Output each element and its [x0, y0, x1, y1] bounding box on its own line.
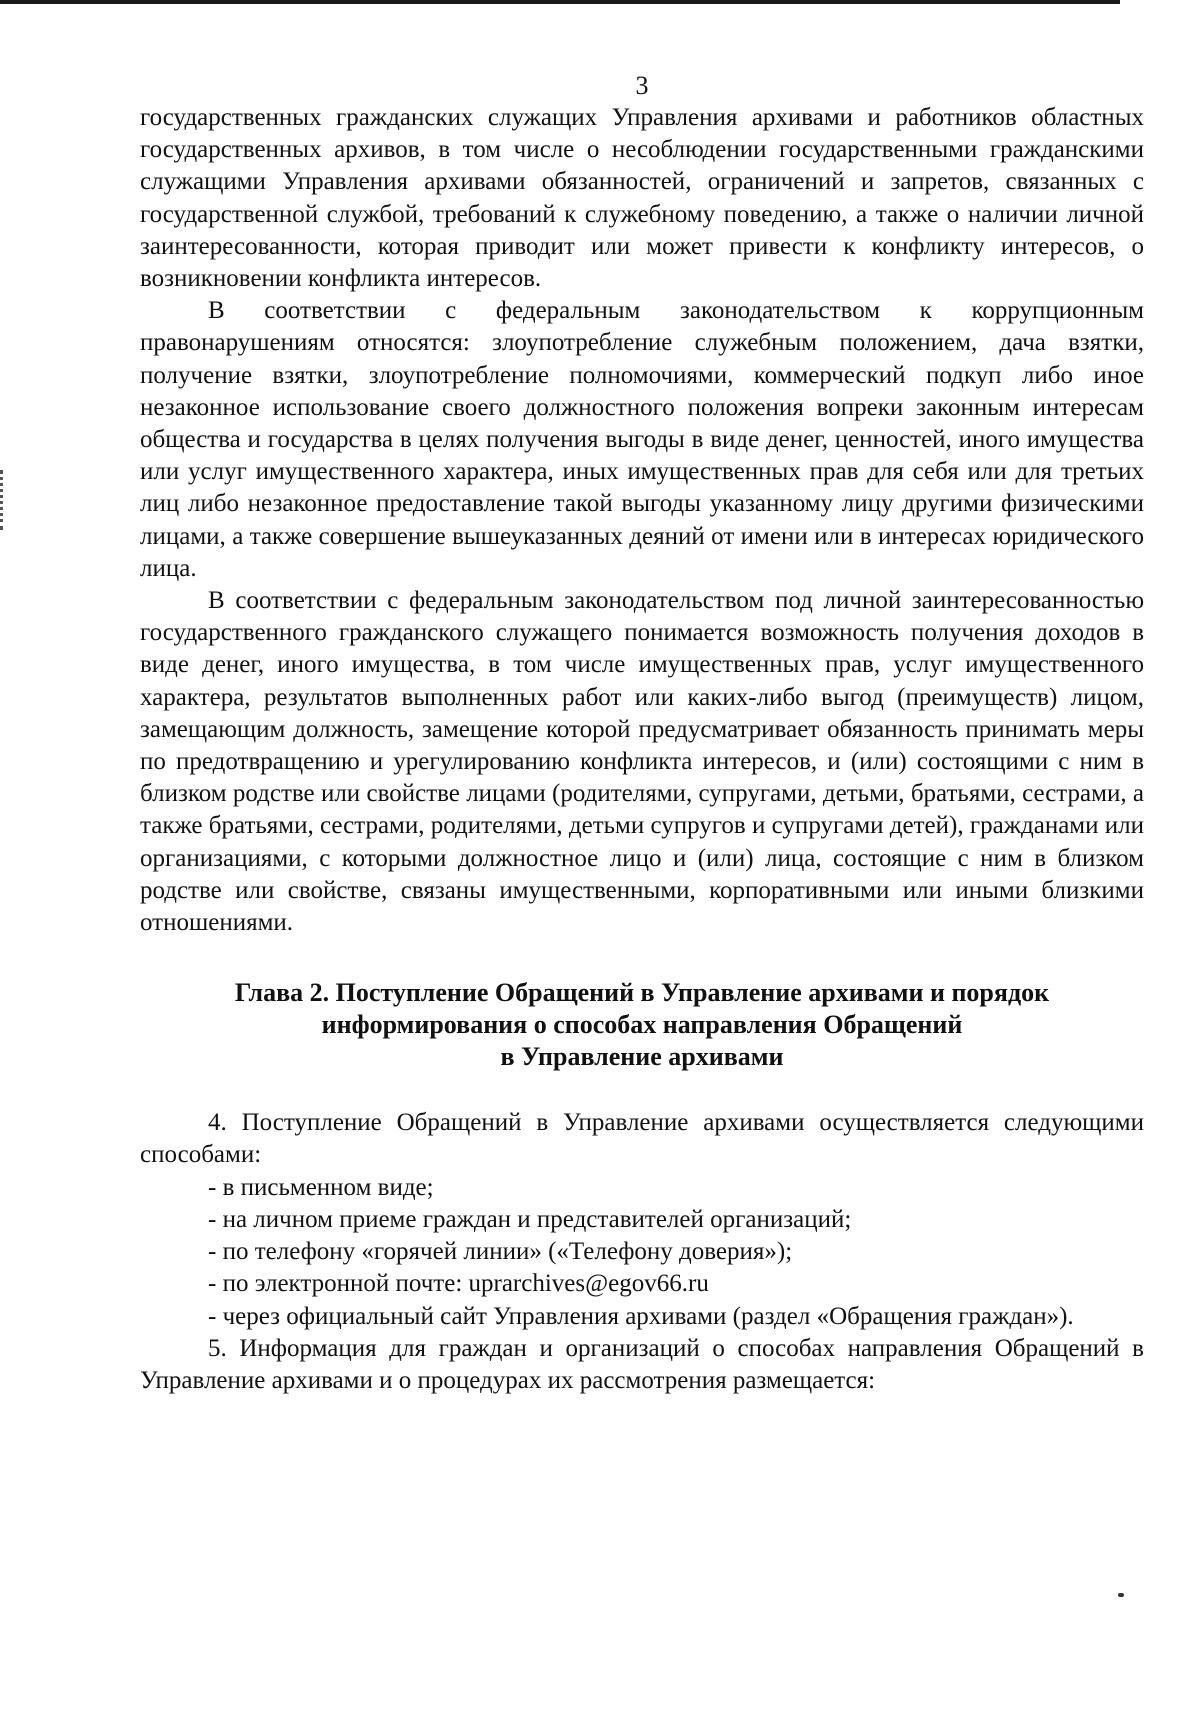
- paragraph-corruption-offenses: В соответствии с федеральным законодательством к коррупционным правонарушениям относятся: злоупотребление служебным положением, дача взятки, получение взятки, злоупотребление полномочиями, коммерческий подкуп либо иное незаконное использование своего должностного положения вопреки законным интересам общества и государства в целях получения выгоды в виде денег, ценностей, иного имущества или услуг имущественного характера, иных имущественных прав для себя или для третьих лиц либо незаконное предоставление такой выгоды указанному лицу другими физическими лицами, а также совершение вышеуказанных деяний от имени или в интересах юридического лица.: [140, 297, 1144, 582]
- paragraph-continuation: государственных гражданских служащих Управления архивами и работников областных государственных архивов, в том числе о несоблюдении государственными гражданскими служащими Управления архивами обязанностей, ограничений и запретов, связанных с государственной службой, требований к служебному поведению, а также о наличии личной заинтересованности, которая приводит или может привести к конфликту интересов, о возникновении конфликта интересов.: [140, 104, 1144, 293]
- page-number: 3: [635, 71, 649, 100]
- scan-binding-marks: [0, 470, 6, 530]
- chapter-heading-line-3: в Управление архивами: [500, 1042, 784, 1072]
- list-item: - через официальный сайт Управления архивами (раздел «Обращения граждан»).: [208, 1302, 1074, 1330]
- section-4-intro: 4. Поступление Обращений в Управление архивами осуществляется следующими способами:: [140, 1109, 1144, 1169]
- paragraph-personal-interest: В соответствии с федеральным законодательством под личной заинтересованностью государственного гражданского служащего понимается возможность получения доходов в виде денег, иного имущества, в том числе имущественных прав, услуг имущественного характера, результатов выполненных работ или каких-либо выгод (преимуществ) лицом, замещающим должность, замещение которой предусматривает обязанность принимать меры по предотвращению и урегулированию конфликта интересов, и (или) состоящими с ним в близком родстве или свойстве лицами (родителями, супругами, детьми, братьями, сестрами, а также братьями, сестрами, родителями, детьми супругов и супругами детей), гражданами или организациями, с которыми должностное лицо и (или) лица, состоящие с ним в близком родстве или свойстве, связаны имущественными, корпоративными или иными близкими отношениями.: [140, 587, 1144, 937]
- list-item: - в письменном виде;: [208, 1173, 434, 1201]
- scan-speck: [1118, 1593, 1124, 1597]
- list-item: - на личном приеме граждан и представителей организаций;: [208, 1205, 852, 1233]
- section-5-intro: 5. Информация для граждан и организаций о способах направления Обращений в Управление архивами и о процедурах их рассмотрения размещается:: [140, 1334, 1144, 1394]
- chapter-heading: [140, 977, 1144, 1073]
- list-item: - по телефону «горячей линии» («Телефону доверия»);: [208, 1238, 793, 1266]
- chapter-heading-line-2: информирования о способах направления Обращений: [321, 1010, 963, 1040]
- document-page: [140, 70, 1144, 1397]
- list-item-email: - по электронной почте: uprarchives@egov66.ru: [208, 1270, 709, 1298]
- chapter-heading-line-1: Глава 2. Поступление Обращений в Управление архивами и порядок: [234, 978, 1050, 1008]
- scan-top-edge: [0, 0, 1120, 4]
